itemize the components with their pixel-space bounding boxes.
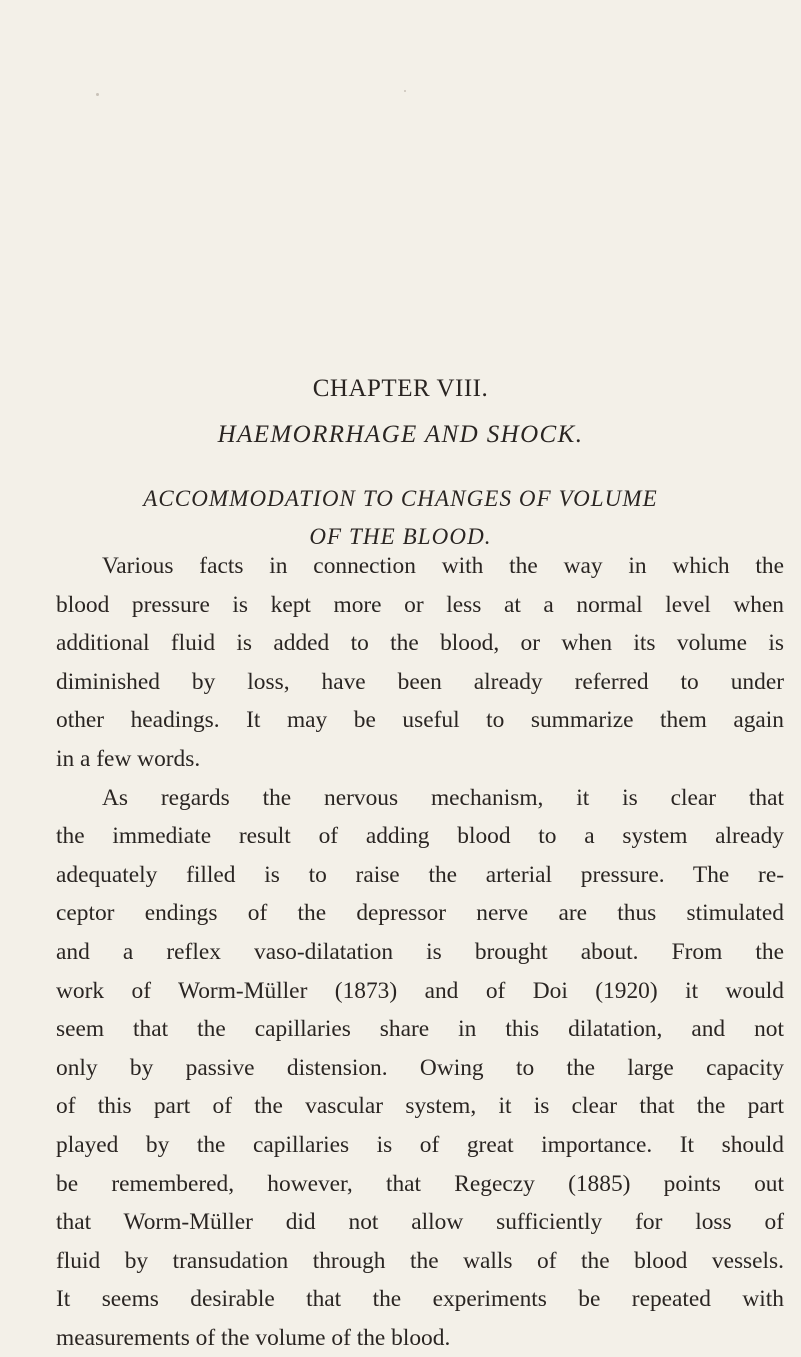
text-line: only by passive distension. Owing to the large capacity (56, 1054, 784, 1081)
body-text (56, 547, 784, 1357)
text-line: additional fluid is added to the blood, or when its volume is (56, 630, 784, 657)
chapter-title: HAEMORRHAGE AND SHOCK. (217, 421, 584, 448)
text-line: measurements of the volume of the blood. (56, 1324, 451, 1351)
text-line: blood pressure is kept more or less at a normal level when (56, 591, 784, 618)
text-line: diminished by loss, have been already referred to under (56, 668, 784, 695)
paper-speck (96, 93, 99, 96)
text-line: played by the capillaries is of great importance. It should (56, 1131, 784, 1158)
text-line: in a few words. (56, 745, 201, 772)
text-line: ceptor endings of the depressor nerve are thus stimulated (56, 900, 784, 927)
text-line: of this part of the vascular system, it is clear that the part (56, 1093, 784, 1120)
text-line: and a reflex vaso-dilatation is brought about. From the (56, 938, 784, 965)
text-line: Various facts in connection with the way in which the (102, 553, 784, 579)
section-heading-line: OF THE BLOOD. (309, 524, 492, 549)
text-line: As regards the nervous mechanism, it is clear that (102, 784, 784, 811)
paragraph-2 (56, 779, 784, 1357)
chapter-number: CHAPTER VIII. (312, 375, 489, 402)
text-line: be remembered, however, that Regeczy (1885) points out (56, 1170, 784, 1197)
text-line: seem that the capillaries share in this dilatation, and not (56, 1016, 784, 1043)
section-heading-line: ACCOMMODATION TO CHANGES OF VOLUME (143, 486, 658, 511)
paper-speck (404, 90, 406, 92)
text-line: fluid by transudation through the walls of the blood vessels. (56, 1247, 784, 1274)
text-line: the immediate result of adding blood to a system already (56, 823, 784, 850)
text-line: other headings. It may be useful to summarize them again (56, 707, 784, 734)
text-line: adequately filled is to raise the arterial pressure. The re- (56, 861, 784, 888)
section-heading (0, 480, 801, 556)
text-line: that Worm-Müller did not allow sufficiently for loss of (56, 1209, 784, 1236)
text-line: work of Worm-Müller (1873) and of Doi (1920) it would (56, 977, 784, 1004)
paragraph-1 (56, 547, 784, 779)
text-line: It seems desirable that the experiments be repeated with (56, 1286, 784, 1313)
